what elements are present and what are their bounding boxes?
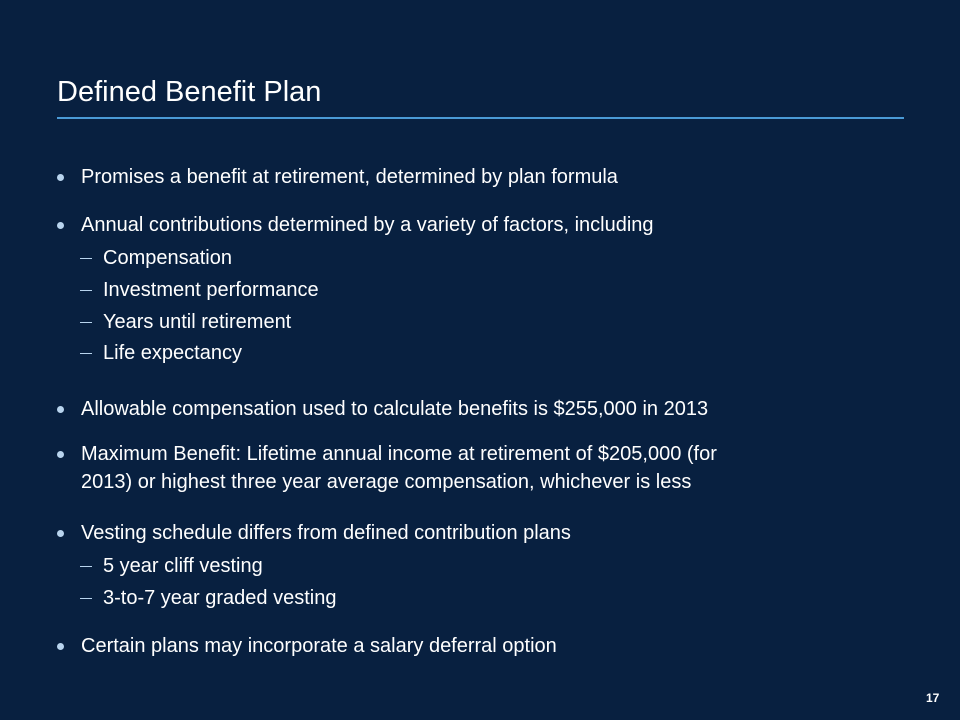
title-divider — [57, 117, 904, 119]
bullet-text-line-2: 2013) or highest three year average compensation, whichever is less — [81, 471, 692, 493]
bullet-dot-icon — [57, 451, 64, 458]
slide-title: Defined Benefit Plan — [57, 76, 322, 108]
bullet-text: Certain plans may incorporate a salary deferral option — [81, 635, 557, 657]
dash-icon — [80, 566, 92, 567]
bullet-text: Annual contributions determined by a variety of factors, including — [81, 214, 654, 236]
sub-bullet-text: 3-to-7 year graded vesting — [103, 587, 337, 609]
dash-icon — [80, 598, 92, 599]
bullet-text-line-1: Maximum Benefit: Lifetime annual income at retirement of $205,000 (for — [81, 443, 717, 465]
bullet-dot-icon — [57, 643, 64, 650]
bullet-dot-icon — [57, 222, 64, 229]
bullet-text: Promises a benefit at retirement, determined by plan formula — [81, 166, 618, 188]
dash-icon — [80, 290, 92, 291]
bullet-dot-icon — [57, 406, 64, 413]
page-number: 17 — [926, 691, 940, 705]
sub-bullet-text: Life expectancy — [103, 342, 242, 364]
sub-bullet-text: Compensation — [103, 247, 232, 269]
bullet-text: Allowable compensation used to calculate benefits is $255,000 in 2013 — [81, 398, 709, 420]
sub-bullet-text: Years until retirement — [103, 311, 292, 333]
sub-bullet-text: 5 year cliff vesting — [103, 555, 263, 577]
bullet-text: Vesting schedule differs from defined contribution plans — [81, 522, 571, 544]
dash-icon — [80, 258, 92, 259]
dash-icon — [80, 322, 92, 323]
bullet-dot-icon — [57, 530, 64, 537]
dash-icon — [80, 353, 92, 354]
sub-bullet-text: Investment performance — [103, 279, 319, 301]
bullet-dot-icon — [57, 174, 64, 181]
